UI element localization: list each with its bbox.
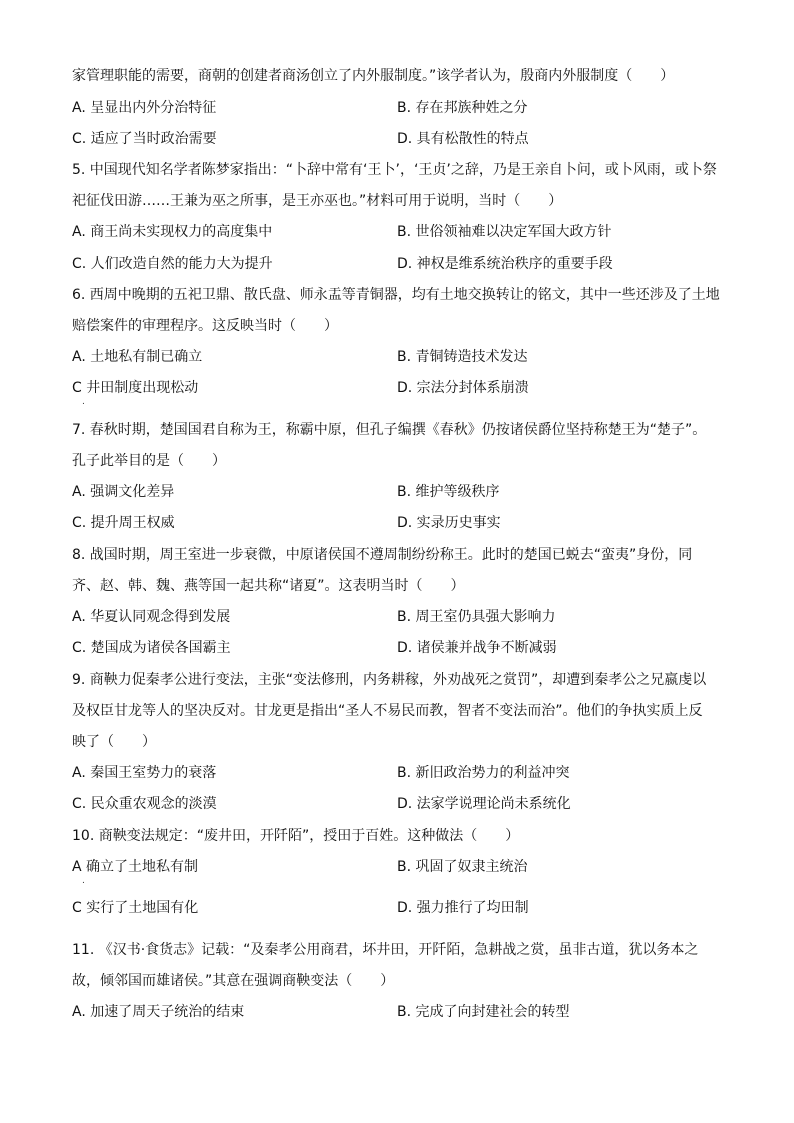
q9-option-c: C. 民众重农观念的淡漠	[72, 796, 217, 812]
question-5-stem-line1: 5. 中国现代知名学者陈梦家指出：“卜辞中常有‘王卜’，‘王贞’之辞，乃是王亲自卜问，或卜风雨，或卜祭	[72, 162, 717, 178]
question-9-stem-line3: 映了（ ）	[72, 734, 156, 750]
q9-option-a: A. 秦国王室势力的衰落	[72, 765, 217, 781]
q6-option-c: C 井田制度出现松动	[72, 380, 199, 396]
q8-option-c: C. 楚国成为诸侯各国霸主	[72, 640, 231, 656]
q10-option-c: C 实行了土地国有化	[72, 900, 199, 916]
q8-option-b: B. 周王室仍具强大影响力	[397, 609, 556, 625]
q6-option-a: A. 土地私有制已确立	[72, 349, 203, 365]
q11-option-a: A. 加速了周天子统治的结束	[72, 1004, 245, 1020]
q4-option-d: D. 具有松散性的特点	[397, 131, 529, 147]
q11-option-b: B. 完成了向封建社会的转型	[397, 1004, 570, 1020]
question-7-stem-line1: 7. 春秋时期，楚国国君自称为王，称霸中原，但孔子编撰《春秋》仍按诸侯爵位坚持称楚王为“楚子”。	[72, 422, 707, 438]
stray-dot-mark: .	[82, 397, 85, 407]
stray-dot-mark: .	[82, 876, 85, 886]
q5-option-a: A. 商王尚未实现权力的高度集中	[72, 224, 273, 240]
question-7-stem-line2: 孔子此举目的是（ ）	[72, 453, 226, 469]
q7-option-d: D. 实录历史事实	[397, 515, 501, 531]
q10-option-b: B. 巩固了奴隶主统治	[397, 859, 528, 875]
question-8-stem-line2: 齐、赵、韩、魏、燕等国一起共称“诸夏”。这表明当时（ ）	[72, 578, 465, 594]
q8-option-a: A. 华夏认同观念得到发展	[72, 609, 231, 625]
q8-option-d: D. 诸侯兼并战争不断减弱	[397, 640, 557, 656]
question-6-stem-line1: 6. 西周中晚期的五祀卫鼎、散氏盘、师永盂等青铜器，均有土地交换转让的铭文，其中一些还涉及了土地	[72, 287, 720, 303]
q6-option-d: D. 宗法分封体系崩溃	[397, 380, 529, 396]
q6-option-b: B. 青铜铸造技术发达	[397, 349, 528, 365]
question-9-stem-line2: 及权臣甘龙等人的坚决反对。甘龙更是指出“圣人不易民而教，智者不变法而治”。他们的争执实质上反	[72, 703, 703, 719]
q7-option-a: A. 强调文化差异	[72, 484, 175, 500]
question-9-stem-line1: 9. 商鞅力促秦孝公进行变法，主张“变法修刑，内务耕稼，外劝战死之赏罚”，却遭到秦孝公之兄嬴虔以	[72, 672, 707, 688]
q5-option-c: C. 人们改造自然的能力大为提升	[72, 256, 273, 272]
q4-option-a: A. 呈显出内外分治特征	[72, 100, 217, 116]
question-11-stem-line2: 故，倾邻国而雄诸侯。”其意在强调商鞅变法（ ）	[72, 973, 395, 989]
q7-option-b: B. 维护等级秩序	[397, 484, 500, 500]
q4-option-c: C. 适应了当时政治需要	[72, 131, 217, 147]
q7-option-c: C. 提升周王权威	[72, 515, 175, 531]
q5-option-d: D. 神权是维系统治秩序的重要手段	[397, 256, 613, 272]
question-6-stem-line2: 赔偿案件的审理程序。这反映当时（ ）	[72, 318, 338, 334]
q10-option-d: D. 强力推行了均田制	[397, 900, 529, 916]
q9-option-b: B. 新旧政治势力的利益冲突	[397, 765, 570, 781]
q9-option-d: D. 法家学说理论尚未系统化	[397, 796, 571, 812]
q10-option-a: A 确立了土地私有制	[72, 859, 199, 875]
question-8-stem-line1: 8. 战国时期，周王室进一步衰微，中原诸侯国不遵周制纷纷称王。此时的楚国已蜕去“蛮夷”身份，同	[72, 547, 693, 563]
q4-option-b: B. 存在邦族种姓之分	[397, 100, 528, 116]
question-4-stem-tail: 家管理职能的需要，商朝的创建者商汤创立了内外服制度。”该学者认为，殷商内外服制度（ ）	[72, 68, 675, 84]
question-10-stem: 10. 商鞅变法规定：“废井田，开阡陌”，授田于百姓。这种做法（ ）	[72, 828, 520, 844]
question-11-stem-line1: 11. 《汉书·食货志》记载：“及秦孝公用商君，坏井田，开阡陌，急耕战之赏，虽非古道，犹以务本之	[72, 942, 699, 958]
question-5-stem-line2: 祀征伐田游……王兼为巫之所事，是王亦巫也。”材料可用于说明，当时（ ）	[72, 193, 563, 209]
q5-option-b: B. 世俗领袖难以决定军国大政方针	[397, 224, 612, 240]
